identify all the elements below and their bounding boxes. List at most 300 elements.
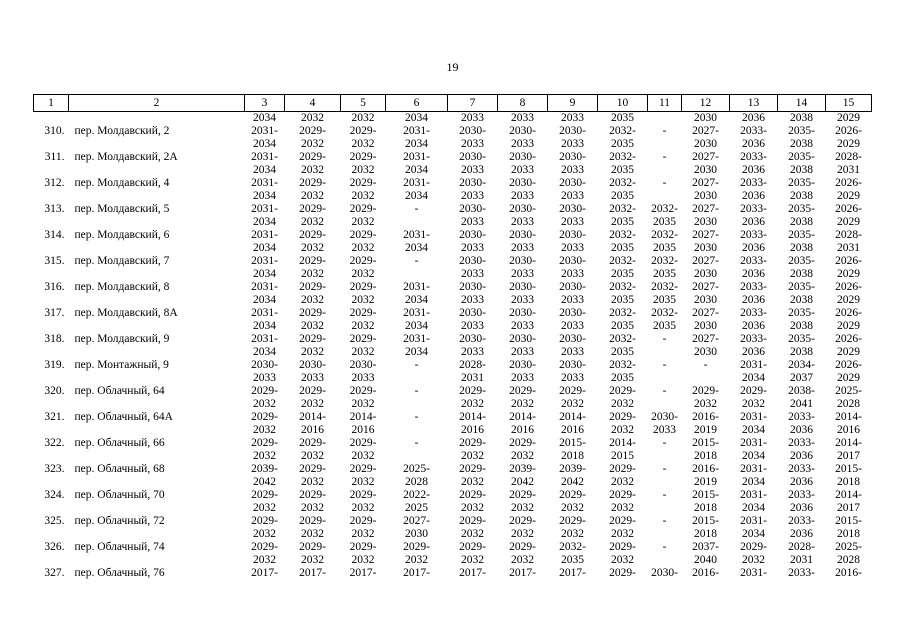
cell-col-14: 2038 — [790, 294, 813, 306]
cell-col-5: 2032 — [351, 164, 375, 176]
cell-col-14: 2035- — [788, 307, 815, 319]
cell-col-7: 2030- — [459, 255, 486, 267]
cell-col-8: 2030- — [509, 307, 536, 319]
cell-col-6: 2034 — [405, 112, 428, 124]
row-address — [69, 372, 245, 385]
cell-col-15: 2015- — [835, 515, 862, 527]
cell-col-6: 2034 — [405, 242, 428, 254]
cell-col-7: 2033 — [461, 268, 484, 280]
table-row — [34, 528, 872, 541]
cell-col-4: 2032 — [301, 554, 324, 566]
cell-col-13: 2029- — [740, 541, 767, 553]
row-address — [69, 268, 245, 281]
cell-col-12: - — [703, 359, 708, 371]
cell-col-4: 2029- — [299, 463, 326, 475]
cell-col-4: 2029- — [299, 333, 326, 345]
cell-col-5: 2029- — [349, 177, 377, 189]
cell-col-7: 2033 — [461, 346, 484, 358]
cell-col-4: 2029- — [299, 489, 326, 501]
cell-col-15: 2029 — [837, 372, 860, 384]
row-number: 323. — [44, 463, 65, 475]
column-header-5: 5 — [341, 95, 386, 112]
cell-col-13: 2034 — [742, 502, 765, 514]
cell-col-15: 2029 — [837, 190, 860, 202]
cell-col-9: 2030- — [559, 203, 586, 215]
cell-col-13: 2033- — [740, 229, 767, 241]
cell-col-5: 2029- — [349, 463, 377, 475]
cell-col-15: 2028 — [837, 554, 860, 566]
row-address — [69, 138, 245, 151]
table-row — [34, 294, 872, 307]
cell-col-8: 2033 — [511, 268, 534, 280]
cell-col-15: 2026- — [835, 125, 862, 137]
cell-col-11: 2035 — [653, 216, 676, 228]
cell-col-7: 2028- — [459, 359, 486, 371]
cell-col-10: 2032 — [611, 476, 634, 488]
cell-col-14: 2035- — [788, 125, 815, 137]
cell-col-12: 2030 — [694, 164, 717, 176]
cell-col-13: 2031- — [740, 463, 767, 475]
cell-col-10: 2032- — [609, 333, 636, 345]
cell-col-11: - — [662, 515, 667, 527]
cell-col-10: 2032 — [611, 528, 634, 540]
cell-col-9: 2030- — [559, 151, 586, 163]
cell-col-3: 2032 — [253, 502, 276, 514]
cell-col-8: 2030- — [509, 203, 536, 215]
row-address: пер. Облачный, 70 — [74, 489, 165, 501]
cell-col-3: 2032 — [253, 450, 276, 462]
row-number: 316. — [44, 281, 65, 293]
cell-col-9: 2033 — [561, 268, 584, 280]
cell-col-9: 2033 — [561, 372, 584, 384]
cell-col-5: 2029- — [349, 203, 377, 215]
cell-col-11 — [648, 502, 682, 515]
cell-col-6: 2034 — [405, 190, 428, 202]
cell-col-14: 2033- — [788, 515, 815, 527]
cell-col-14: 2033- — [788, 437, 815, 449]
column-header-15: 15 — [826, 95, 872, 112]
cell-col-14: 2036 — [790, 502, 813, 514]
table-row — [34, 242, 872, 255]
cell-col-5: 2032 — [351, 294, 375, 306]
cell-col-14: 2036 — [790, 476, 813, 488]
cell-col-12: 2030 — [694, 112, 717, 124]
cell-col-3: 2031- — [251, 281, 278, 293]
row-address — [69, 528, 245, 541]
cell-col-5: 2032 — [351, 476, 375, 488]
cell-col-4: 2032 — [301, 294, 324, 306]
cell-col-14: 2036 — [790, 424, 813, 436]
cell-col-6: 2031- — [403, 229, 430, 241]
cell-col-13: 2032 — [742, 554, 765, 566]
cell-col-12: 2018 — [694, 528, 717, 540]
cell-col-6 — [386, 268, 448, 281]
cell-col-12: 2027- — [692, 125, 719, 137]
cell-col-7: 2014- — [459, 411, 486, 423]
row-address — [69, 346, 245, 359]
cell-col-9: 2033 — [561, 216, 584, 228]
row-number — [34, 502, 69, 515]
cell-col-3: 2029- — [251, 515, 278, 527]
cell-col-4: 2032 — [301, 242, 324, 254]
row-number: 318. — [44, 333, 65, 345]
cell-col-13: 2036 — [742, 320, 765, 332]
table-row — [34, 138, 872, 151]
cell-col-15: 2014- — [835, 489, 862, 501]
row-address: пер. Молдавский, 7 — [74, 255, 170, 267]
row-number — [34, 138, 69, 151]
cell-col-8: 2030- — [509, 359, 536, 371]
cell-col-8: 2042 — [511, 476, 534, 488]
cell-col-9: 2033 — [561, 320, 584, 332]
cell-col-5: 2029- — [349, 333, 377, 345]
cell-col-3: 2029- — [251, 541, 278, 553]
cell-col-15: 2028- — [835, 229, 862, 241]
cell-col-7: 2030- — [459, 151, 486, 163]
page-number: 19 — [446, 60, 459, 74]
table-row — [34, 255, 872, 268]
row-address: пер. Облачный, 64 — [74, 385, 165, 397]
column-header-1: 1 — [34, 95, 69, 112]
row-address: пер. Облачный, 64А — [74, 411, 173, 423]
cell-col-14: 2038 — [790, 112, 813, 124]
cell-col-7: 2032 — [461, 502, 484, 514]
cell-col-11: - — [662, 125, 667, 137]
table-row — [34, 450, 872, 463]
cell-col-4: 2033 — [301, 372, 324, 384]
cell-col-3: 2034 — [253, 268, 276, 280]
table-row — [34, 372, 872, 385]
column-header-4: 4 — [285, 95, 341, 112]
cell-col-12: 2015- — [692, 515, 719, 527]
row-number: 312. — [44, 177, 65, 189]
table-row — [34, 177, 872, 190]
cell-col-10: 2035 — [611, 164, 634, 176]
cell-col-4: 2032 — [301, 268, 324, 280]
cell-col-11: - — [662, 333, 667, 345]
cell-col-5: 2014- — [349, 411, 377, 423]
cell-col-7: 2029- — [459, 489, 486, 501]
cell-col-7: 2030- — [459, 307, 486, 319]
cell-col-14: 2035- — [788, 177, 815, 189]
cell-col-9: 2032 — [561, 398, 584, 410]
cell-col-6: 2031- — [403, 151, 430, 163]
cell-col-11 — [648, 112, 682, 126]
cell-col-15: 2029 — [837, 138, 860, 150]
cell-col-7: 2029- — [459, 437, 486, 449]
cell-col-4: 2032 — [301, 476, 324, 488]
cell-col-10: 2035 — [611, 372, 634, 384]
row-number — [34, 190, 69, 203]
cell-col-9: 2016 — [561, 424, 584, 436]
cell-col-6 — [386, 216, 448, 229]
cell-col-5: 2032 — [351, 450, 375, 462]
cell-col-7: 2033 — [461, 190, 484, 202]
cell-col-9: 2030- — [559, 307, 586, 319]
cell-col-6: 2034 — [405, 164, 428, 176]
cell-col-8: 2033 — [511, 216, 534, 228]
cell-col-15: 2028- — [835, 151, 862, 163]
cell-col-11: 2030- — [651, 411, 678, 423]
column-header-12: 12 — [682, 95, 730, 112]
cell-col-7: 2030- — [459, 177, 486, 189]
cell-col-4: 2032 — [301, 164, 324, 176]
cell-col-11: - — [662, 151, 667, 163]
cell-col-13: 2034 — [742, 424, 765, 436]
cell-col-13: 2034 — [742, 372, 765, 384]
table-row — [34, 229, 872, 242]
cell-col-3: 2031- — [251, 177, 278, 189]
cell-col-14: 2033- — [788, 463, 815, 475]
cell-col-3: 2034 — [253, 138, 276, 150]
cell-col-6: 2034 — [405, 138, 428, 150]
row-number — [34, 268, 69, 281]
cell-col-3: 2032 — [253, 424, 276, 436]
cell-col-8: 2033 — [511, 190, 534, 202]
cell-col-12: 2040 — [694, 554, 717, 566]
cell-col-13: 2033- — [740, 203, 767, 215]
cell-col-4: 2029- — [299, 151, 326, 163]
cell-col-7: 2032 — [461, 398, 484, 410]
cell-col-5: 2029- — [349, 489, 377, 501]
cell-col-9: 2033 — [561, 164, 584, 176]
cell-col-11: - — [662, 177, 667, 189]
cell-col-14: 2035- — [788, 203, 815, 215]
cell-col-9: 2030- — [559, 359, 586, 371]
cell-col-3: 2029- — [251, 411, 278, 423]
cell-col-10: 2032- — [609, 177, 636, 189]
cell-col-15: 2014- — [835, 411, 862, 423]
cell-col-10: 2032 — [611, 502, 634, 514]
cell-col-4: 2032 — [301, 398, 324, 410]
cell-col-8: 2029- — [509, 437, 536, 449]
cell-col-12: 2030 — [694, 294, 717, 306]
row-address: пер. Молдавский, 2 — [74, 125, 170, 137]
cell-col-3: 2029- — [251, 489, 278, 501]
cell-col-7: 2017- — [459, 567, 486, 579]
table-row — [34, 424, 872, 437]
row-address — [69, 190, 245, 203]
cell-col-9: 2033 — [561, 112, 584, 124]
cell-col-5: 2029- — [349, 541, 377, 553]
cell-col-6: 2028 — [405, 476, 428, 488]
cell-col-3: 2029- — [251, 385, 278, 397]
row-number: 310. — [44, 125, 65, 137]
cell-col-4: 2017- — [299, 567, 326, 579]
column-header-10: 10 — [598, 95, 648, 112]
cell-col-13: 2031- — [740, 515, 767, 527]
row-address — [69, 164, 245, 177]
cell-col-14: 2035- — [788, 229, 815, 241]
row-number — [34, 216, 69, 229]
cell-col-12: 2027- — [692, 307, 719, 319]
row-address: пер. Молдавский, 5 — [74, 203, 170, 215]
cell-col-11 — [648, 476, 682, 489]
cell-col-15: 2026- — [835, 307, 862, 319]
column-header-13: 13 — [730, 95, 778, 112]
cell-col-6: 2027- — [403, 515, 430, 527]
cell-col-13: 2036 — [742, 138, 765, 150]
column-header-8: 8 — [498, 95, 548, 112]
cell-col-6: 2031- — [403, 177, 430, 189]
cell-col-8: 2030- — [509, 255, 536, 267]
cell-col-3: 2030- — [251, 359, 278, 371]
cell-col-3: 2032 — [253, 398, 276, 410]
cell-col-3: 2034 — [253, 320, 276, 332]
cell-col-7: 2016 — [461, 424, 484, 436]
cell-col-5: 2029- — [349, 385, 377, 397]
cell-col-13: 2036 — [742, 268, 765, 280]
schedule-table — [33, 94, 872, 580]
cell-col-11: - — [662, 489, 667, 501]
cell-col-3: 2031- — [251, 125, 278, 137]
cell-col-6: - — [414, 437, 419, 449]
cell-col-10: 2029- — [609, 463, 636, 475]
cell-col-15: 2025- — [835, 385, 862, 397]
cell-col-6: - — [414, 385, 419, 397]
cell-col-15: 2029 — [837, 268, 860, 280]
cell-col-11: 2035 — [653, 242, 676, 254]
cell-col-12: 2032 — [694, 398, 717, 410]
cell-col-7: 2033 — [461, 138, 484, 150]
cell-col-15: 2016 — [837, 424, 860, 436]
cell-col-7: 2033 — [461, 164, 484, 176]
cell-col-8: 2029- — [509, 515, 536, 527]
cell-col-12: 2015- — [692, 437, 719, 449]
cell-col-6: - — [414, 203, 419, 215]
cell-col-13: 2031- — [740, 437, 767, 449]
table-row — [34, 346, 872, 359]
cell-col-15: 2026- — [835, 281, 862, 293]
cell-col-8: 2033 — [511, 112, 534, 124]
cell-col-3: 2031- — [251, 333, 278, 345]
cell-col-4: 2029- — [299, 203, 326, 215]
cell-col-13: 2032 — [742, 398, 765, 410]
cell-col-14: 2041 — [790, 398, 813, 410]
cell-col-12: 2027- — [692, 177, 719, 189]
cell-col-12 — [682, 372, 730, 385]
cell-col-12: 2019 — [694, 424, 717, 436]
cell-col-8: 2032 — [511, 528, 534, 540]
cell-col-10: 2032- — [609, 125, 636, 137]
cell-col-13: 2033- — [740, 281, 767, 293]
row-address: пер. Молдавский, 6 — [74, 229, 170, 241]
cell-col-10: 2035 — [611, 216, 634, 228]
cell-col-9: 2030- — [559, 333, 586, 345]
cell-col-11: 2032- — [651, 255, 678, 267]
cell-col-8: 2032 — [511, 450, 534, 462]
cell-col-13: 2033- — [740, 255, 767, 267]
cell-col-4: 2029- — [299, 541, 326, 553]
cell-col-9: 2033 — [561, 190, 584, 202]
cell-col-9: 2017- — [559, 567, 586, 579]
cell-col-9: 2039- — [559, 463, 586, 475]
row-number — [34, 112, 69, 126]
cell-col-8: 2033 — [511, 242, 534, 254]
cell-col-13: 2031- — [740, 489, 767, 501]
cell-col-5: 2029- — [349, 151, 377, 163]
cell-col-6: - — [414, 255, 419, 267]
row-number: 319. — [44, 359, 65, 371]
cell-col-12: 2030 — [694, 190, 717, 202]
cell-col-15: 2018 — [837, 528, 860, 540]
cell-col-10: 2035 — [611, 294, 634, 306]
cell-col-6 — [386, 424, 448, 437]
cell-col-9: 2029- — [559, 385, 586, 397]
cell-col-3: 2034 — [253, 112, 276, 124]
cell-col-3: 2034 — [253, 346, 276, 358]
cell-col-14: 2038 — [790, 216, 813, 228]
cell-col-15: 2029 — [837, 112, 860, 124]
cell-col-4: 2032 — [301, 528, 324, 540]
cell-col-8: 2016 — [511, 424, 534, 436]
cell-col-6: 2031- — [403, 307, 430, 319]
cell-col-6: 2032 — [405, 554, 428, 566]
row-address: пер. Молдавский, 2А — [74, 151, 178, 163]
cell-col-3: 2033 — [253, 372, 276, 384]
cell-col-4: 2016 — [301, 424, 324, 436]
cell-col-11 — [648, 450, 682, 463]
cell-col-8: 2030- — [509, 177, 536, 189]
table-row — [34, 268, 872, 281]
cell-col-9: 2032 — [561, 528, 584, 540]
cell-col-14: 2038- — [788, 385, 815, 397]
row-number — [34, 242, 69, 255]
cell-col-7: 2032 — [461, 554, 484, 566]
table-row — [34, 112, 872, 126]
cell-col-3: 2034 — [253, 216, 276, 228]
cell-col-11 — [648, 528, 682, 541]
cell-col-14: 2035- — [788, 255, 815, 267]
cell-col-5: 2032 — [351, 112, 375, 124]
cell-col-14: 2038 — [790, 268, 813, 280]
cell-col-11: 2035 — [653, 268, 676, 280]
cell-col-9: 2033 — [561, 346, 584, 358]
cell-col-13: 2034 — [742, 528, 765, 540]
row-address — [69, 398, 245, 411]
cell-col-8: 2017- — [509, 567, 536, 579]
cell-col-12: 2016- — [692, 463, 719, 475]
cell-col-5: 2032 — [351, 242, 375, 254]
cell-col-13: 2033- — [740, 177, 767, 189]
cell-col-6: 2031- — [403, 333, 430, 345]
cell-col-15: 2031 — [837, 242, 860, 254]
table-row — [34, 203, 872, 216]
column-header-11: 11 — [648, 95, 682, 112]
cell-col-4: 2032 — [301, 450, 324, 462]
row-address: пер. Облачный, 72 — [74, 515, 165, 527]
cell-col-11: 2033 — [653, 424, 676, 436]
cell-col-4: 2032 — [301, 190, 324, 202]
cell-col-6 — [386, 398, 448, 411]
cell-col-13: 2036 — [742, 164, 765, 176]
cell-col-7: 2032 — [461, 476, 484, 488]
row-number: 311. — [44, 151, 65, 163]
cell-col-14: 2038 — [790, 164, 813, 176]
table-row — [34, 385, 872, 398]
cell-col-5: 2016 — [351, 424, 375, 436]
row-number — [34, 398, 69, 411]
cell-col-15: 2026- — [835, 359, 862, 371]
cell-col-7: 2030- — [459, 203, 486, 215]
cell-col-8: 2039- — [509, 463, 536, 475]
cell-col-7: 2033 — [461, 294, 484, 306]
cell-col-12: 2030 — [694, 346, 717, 358]
cell-col-10: 2032- — [609, 203, 636, 215]
cell-col-4: 2029- — [299, 385, 326, 397]
cell-col-12: 2030 — [694, 320, 717, 332]
cell-col-7: 2032 — [461, 450, 484, 462]
